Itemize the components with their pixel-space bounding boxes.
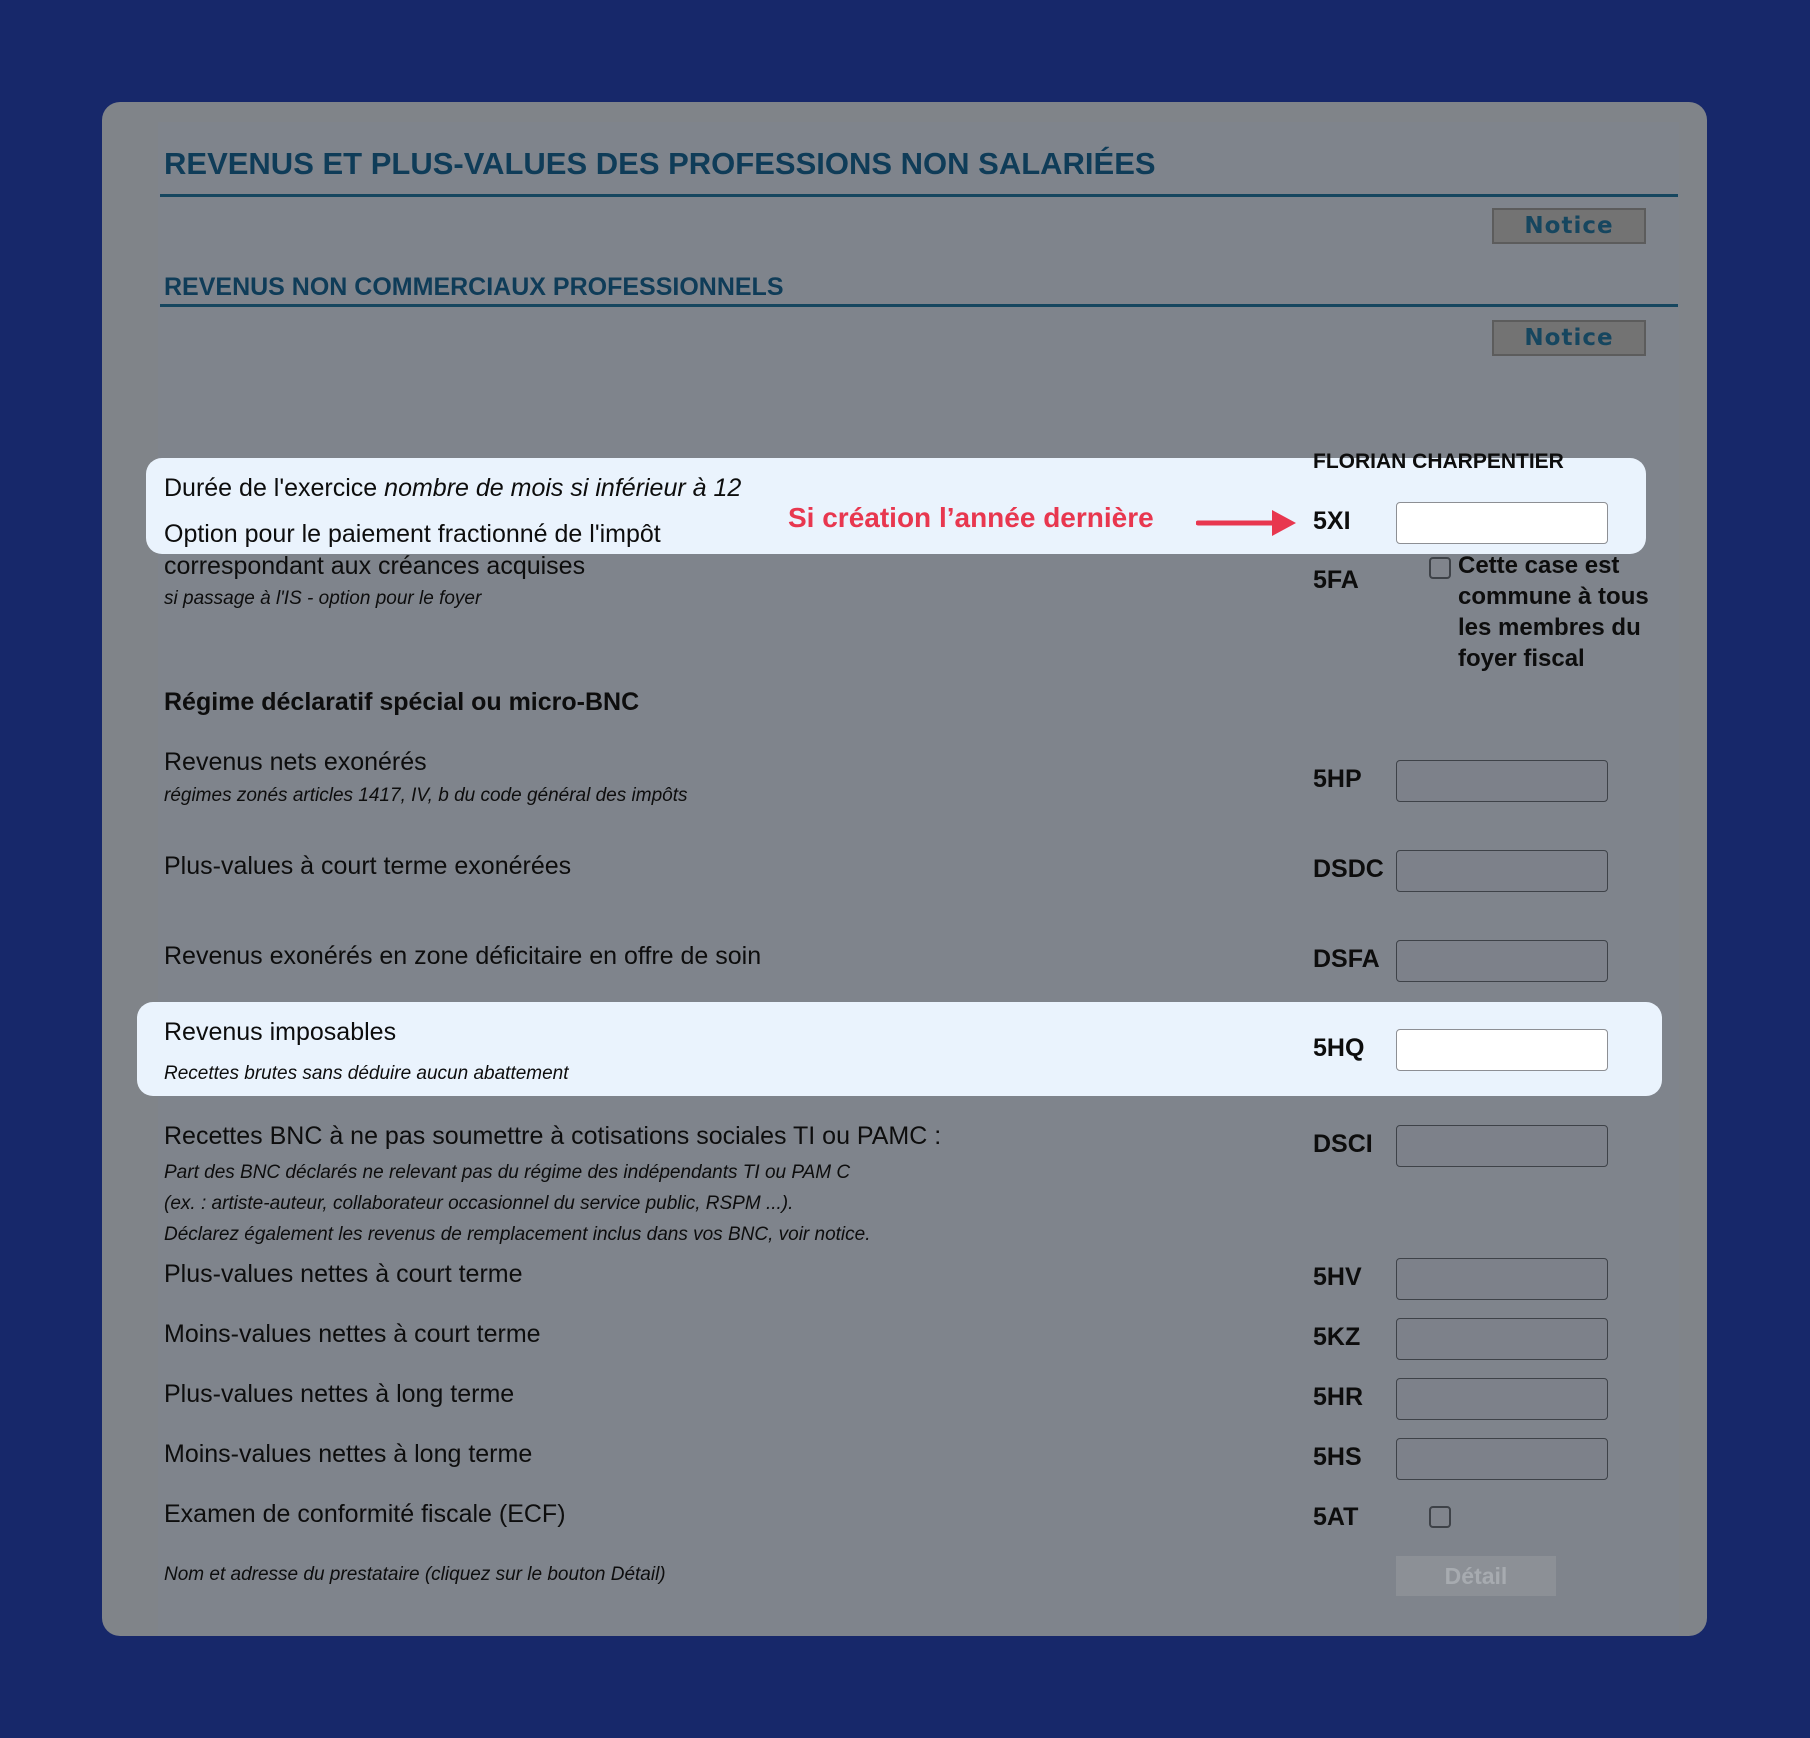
checkbox-note-line: Cette case est (1458, 552, 1620, 579)
code-dsdc: DSDC (1313, 855, 1384, 883)
subsection-notice-button[interactable]: Notice (1492, 320, 1646, 356)
prestataire-label: Nom et adresse du prestataire (cliquez sur le bouton Détail) (164, 1564, 666, 1585)
code-5hr: 5HR (1313, 1383, 1364, 1411)
dsci-sub-line: (ex. : artiste-auteur, collaborateur occasionnel du service public, RSPM ...). (164, 1193, 794, 1214)
checkbox-note (1458, 550, 1649, 674)
section-title: REVENUS ET PLUS-VALUES DES PROFESSIONS NON SALARIÉES (164, 146, 1156, 181)
form-card (102, 102, 1707, 1636)
duree-label: Durée de l'exercice nombre de mois si inférieur à 12 (164, 474, 742, 502)
checkbox-5fa[interactable] (1429, 557, 1451, 579)
kz-label: Moins-values nettes à court terme (164, 1320, 541, 1348)
hv-label: Plus-values nettes à court terme (164, 1260, 523, 1288)
checkbox-note-line: commune à tous (1458, 583, 1649, 610)
form-panel (158, 122, 1679, 1636)
input-dsfa[interactable] (1396, 940, 1608, 982)
code-5hq: 5HQ (1313, 1034, 1365, 1062)
hq-label: Revenus imposables (164, 1018, 397, 1046)
input-5hq[interactable] (1396, 1029, 1608, 1071)
hp-label: Revenus nets exonérés (164, 748, 427, 776)
code-dsci: DSCI (1313, 1130, 1373, 1158)
regime-heading: Régime déclaratif spécial ou micro-BNC (164, 688, 640, 716)
dsfa-label: Revenus exonérés en zone déficitaire en offre de soin (164, 942, 762, 970)
input-5kz[interactable] (1396, 1318, 1608, 1360)
annotation-text: Si création l’année dernière (788, 502, 1154, 533)
option-label-line2: correspondant aux créances acquises (164, 552, 586, 580)
detail-button[interactable]: Détail (1396, 1556, 1556, 1596)
code-5xi: 5XI (1313, 507, 1351, 535)
code-5hv: 5HV (1313, 1263, 1362, 1291)
code-5at: 5AT (1313, 1503, 1359, 1531)
dsci-label: Recettes BNC à ne pas soumettre à cotisations sociales TI ou PAMC : (164, 1122, 942, 1150)
option-label-line1: Option pour le paiement fractionné de l'impôt (164, 520, 661, 548)
arrow-right-icon (1196, 506, 1298, 540)
checkbox-5at[interactable] (1429, 1506, 1451, 1528)
subsection-title: REVENUS NON COMMERCIAUX PROFESSIONNELS (164, 273, 784, 301)
section-divider (160, 194, 1678, 197)
hs-label: Moins-values nettes à long terme (164, 1440, 533, 1468)
dsdc-label: Plus-values à court terme exonérées (164, 852, 572, 880)
input-5hs[interactable] (1396, 1438, 1608, 1480)
dsci-sub-line: Part des BNC déclarés ne relevant pas du régime des indépendants TI ou PAM C (164, 1162, 851, 1183)
code-dsfa: DSFA (1313, 945, 1380, 973)
option-sub: si passage à l'IS - option pour le foyer (164, 588, 482, 609)
input-dsci[interactable] (1396, 1125, 1608, 1167)
code-5hs: 5HS (1313, 1443, 1362, 1471)
checkbox-note-line: foyer fiscal (1458, 645, 1585, 672)
checkbox-note-line: les membres du (1458, 614, 1641, 641)
code-5fa: 5FA (1313, 566, 1359, 594)
hp-sub: régimes zonés articles 1417, IV, b du code général des impôts (164, 785, 688, 806)
subsection-divider (160, 304, 1678, 307)
input-dsdc[interactable] (1396, 850, 1608, 892)
hq-sub: Recettes brutes sans déduire aucun abattement (164, 1063, 569, 1084)
input-5hr[interactable] (1396, 1378, 1608, 1420)
code-5kz: 5KZ (1313, 1323, 1361, 1351)
taxpayer-name: FLORIAN CHARPENTIER (1313, 450, 1564, 473)
input-5hv[interactable] (1396, 1258, 1608, 1300)
at-label: Examen de conformité fiscale (ECF) (164, 1500, 566, 1528)
section-notice-button[interactable]: Notice (1492, 208, 1646, 244)
hr-label: Plus-values nettes à long terme (164, 1380, 515, 1408)
input-5xi[interactable] (1396, 502, 1608, 544)
code-5hp: 5HP (1313, 765, 1362, 793)
dsci-sub-line: Déclarez également les revenus de remplacement inclus dans vos BNC, voir notice. (164, 1224, 871, 1245)
input-5hp[interactable] (1396, 760, 1608, 802)
